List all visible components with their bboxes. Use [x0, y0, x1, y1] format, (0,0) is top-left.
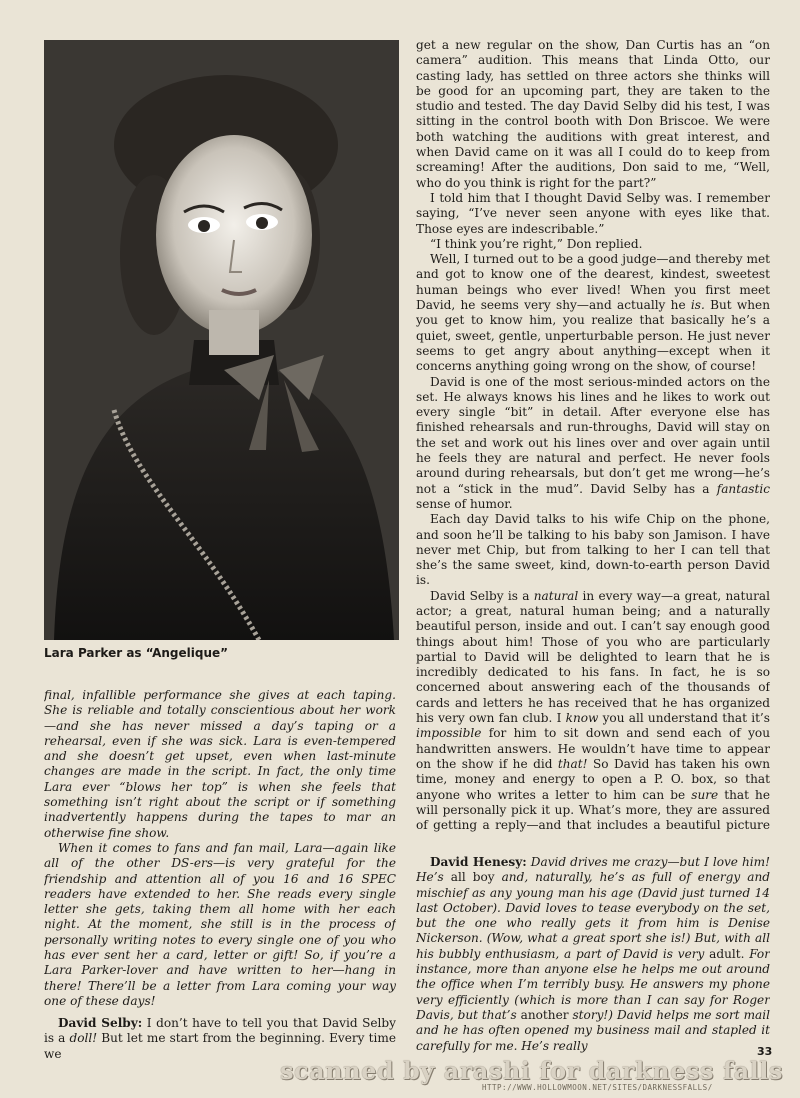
left-paragraph-2: When it comes to fans and fan mail, Lara—again like all of the other DS-ers—is very grateful for the friendship and attention all of you 16 and 16 SPEC readers have extended to her. She reads every single letter she gets, taking them all home with her each night. At the moment, she still is in the process of personally writing notes to every single one of you who has ever sent her a card, letter or gift! So, if you’re a Lara Parker-lover and have written to her—hang in there! There’ll be a letter from Lara coming your way one of these days!	[44, 840, 396, 1008]
right-paragraph-8: David Henesy: David drives me crazy—but I love him! He’s all boy and, naturally, he’s as full of energy and mischief as any young man his age (David just turned 14 last October). David loves to tease everybody on the set, but the one who really gets it from him is Denise Nickerson. (Wow, what a great sport she is!) But, with all his bubbly enthusiasm, a part of David is very adult. For instance, more than anyone else he helps me out around the office when I’m terribly busy. He answers my phone very efficiently (which is more than I can say for Roger Davis, but that’s another story!) David helps me sort mail and he has often opened my business mail and stapled it carefully for me. He’s really	[416, 855, 770, 1053]
right-paragraph-5: David is one of the most serious-minded actors on the set. He always knows his lines and he likes to work out every single “bit” in detail. After everyone else has finished rehearsals and run-throughs, David will stay on the set and work out his lines over and over again until he feels they are natural and perfect. He never fools around during rehearsals, but don’t get me wrong—he’s not a “stick in the mud”. David Selby has a fantastic sense of humor.	[416, 374, 770, 511]
right-paragraph-4: Well, I turned out to be a good judge—and thereby met and got to know one of the dearest, kindest, sweetest human beings who ever lived! When you first meet David, he seems very shy—and actually he is. But when you get to know him, you realize that basically he’s a quiet, sweet, gentle, unperturbable person. He just never seems to get angry about anything—except when it concerns anything going wrong on the show, of course!	[416, 252, 770, 374]
right-paragraph-3: “I think you’re right,” Don replied.	[430, 236, 643, 251]
scan-watermark: scanned by arashi for darkness falls	[280, 1056, 783, 1085]
photo-caption: Lara Parker as “Angelique”	[44, 646, 229, 660]
left-paragraph-1: final, infallible performance she gives at each taping. She is reliable and totally conscientious about her work—and she has never missed a day’s taping or a rehearsal, even if she was sick. Lara is even-tempered and she doesn’t get upset, even when last-minute changes are made in the script. In fact, the only time Lara ever “blows her top” is when she feels that something isn’t right about the script or if something inadvertently happens during the tapes to mar an otherwise fine show.	[44, 688, 396, 840]
right-paragraph-7: David Selby is a natural in every way—a great, natural actor; a great, natural human being; and a naturally beautiful person, inside and out. I can’t say enough good things about him! Those of you who are particularly partial to David will be delighted to learn that he is incredibly dedicated to his fans. In fact, he is so concerned about answering each of the thousands of cards and letters he has received that he has organized his very own fan club. I know you all understand that it’s impossible for him to sit down and send each of you handwritten answers. He wouldn’t have time to appear on the show if he did that! So David has taken his own time, money and energy to open a P. O. box, so that anyone who writes a letter to him can be sure that he will personally pick it up. What’s more, they are assured of getting a reply—and that includes a beautiful picture	[416, 588, 770, 833]
portrait-photo	[44, 40, 399, 640]
david-henesy-heading: David Henesy:	[430, 855, 527, 869]
right-column-bottom	[416, 855, 773, 1090]
right-paragraph-6: Each day David talks to his wife Chip on the phone, and soon he’ll be talking to his baby son Jamison. I have never met Chip, but from talking to her I can tell that she’s the same sweet, kind, down-to-earth person David is.	[416, 512, 770, 588]
left-paragraph-3: David Selby: I don’t have to tell you that David Selby is a doll! But let me start from the beginning. Every time we	[44, 1016, 396, 1061]
page-number: 33	[757, 1045, 773, 1058]
watermark-url: HTTP://WWW.HOLLOWMOON.NET/SITES/DARKNESSFALLS/	[482, 1083, 713, 1092]
portrait-photo-icon	[44, 40, 399, 640]
right-column	[416, 38, 770, 834]
david-selby-heading: David Selby:	[58, 1016, 143, 1030]
right-paragraph-1: get a new regular on the show, Dan Curtis has an “on camera” audition. This means that Linda Otto, our casting lady, has settled on three actors she thinks will be good for an upcoming part, they are taken to the studio and tested. The day David Selby did his test, I was sitting in the control booth with Don Briscoe. We were both watching the auditions with great interest, and when David came on it was all I could do to keep from screaming! After the auditions, Don said to me, “Well, who do you think is right for the part?”	[416, 38, 770, 190]
right-paragraph-2: I told him that I thought David Selby was. I remember saying, “I’ve never seen anyone with eyes like that. Those eyes are indescribable.”	[416, 190, 770, 236]
